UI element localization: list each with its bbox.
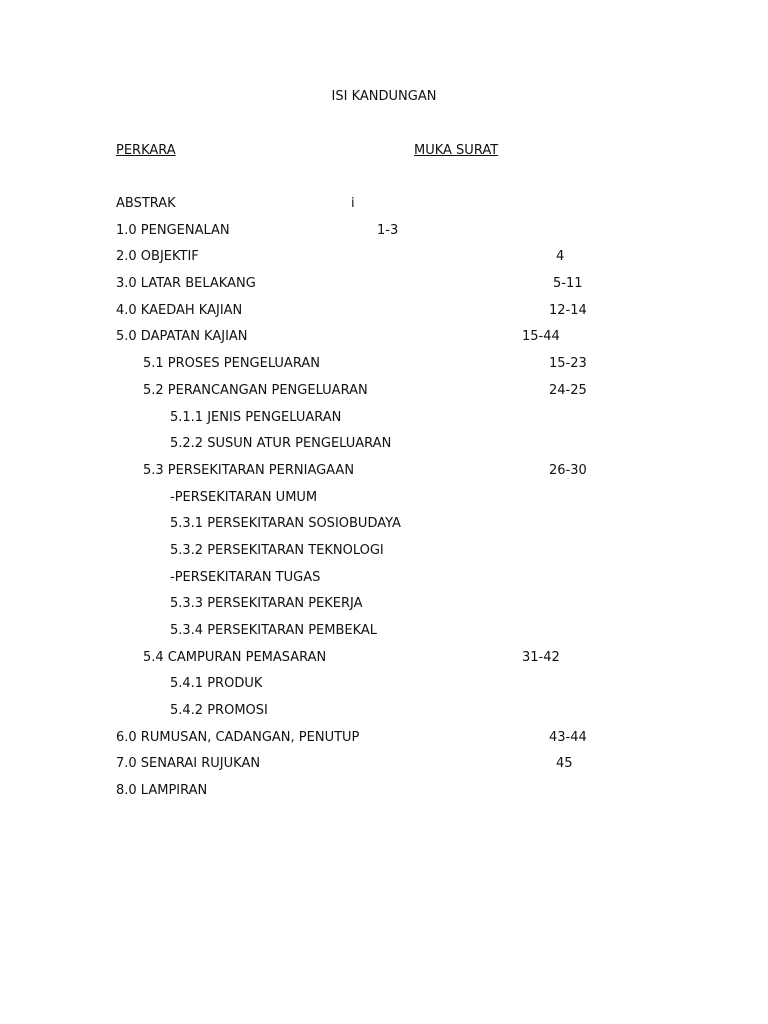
toc-label: 5.2.2 SUSUN ATUR PENGELUARAN bbox=[170, 436, 392, 452]
toc-page-number: 5-11 bbox=[553, 276, 583, 292]
toc-row bbox=[0, 783, 768, 810]
toc-row bbox=[0, 490, 768, 517]
toc-row bbox=[0, 623, 768, 650]
toc-row bbox=[0, 249, 768, 276]
toc-row bbox=[0, 383, 768, 410]
toc-label: 7.0 SENARAI RUJUKAN bbox=[116, 756, 261, 772]
toc-page-number: 43-44 bbox=[549, 729, 587, 745]
toc-label: 2.0 OBJEKTIF bbox=[116, 249, 199, 265]
toc-page-number: 4 bbox=[556, 249, 565, 265]
toc-page-number: 24-25 bbox=[549, 382, 587, 398]
toc-label: 5.3.1 PERSEKITARAN SOSIOBUDAYA bbox=[170, 516, 401, 532]
toc-row bbox=[0, 329, 768, 356]
toc-page-number: 31-42 bbox=[522, 649, 560, 665]
toc-row bbox=[0, 703, 768, 730]
column-header-muka-surat: MUKA SURAT bbox=[414, 143, 499, 158]
toc-label: 5.0 DAPATAN KAJIAN bbox=[116, 329, 248, 345]
column-header-perkara: PERKARA bbox=[116, 143, 176, 158]
toc-row bbox=[0, 223, 768, 250]
toc-label: 4.0 KAEDAH KAJIAN bbox=[116, 302, 243, 318]
toc-row bbox=[0, 570, 768, 597]
toc-row bbox=[0, 543, 768, 570]
toc-row bbox=[0, 303, 768, 330]
toc-page-number: 26-30 bbox=[549, 462, 587, 478]
toc-row bbox=[0, 650, 768, 677]
toc-label: ABSTRAK bbox=[116, 196, 176, 211]
toc-label: 5.3.2 PERSEKITARAN TEKNOLOGI bbox=[170, 542, 384, 558]
toc-row bbox=[0, 730, 768, 757]
toc-label: 1.0 PENGENALAN bbox=[116, 222, 230, 238]
toc-label: 6.0 RUMUSAN, CADANGAN, PENUTUP bbox=[116, 729, 360, 745]
toc-row bbox=[0, 436, 768, 463]
toc-page-number: 15-23 bbox=[549, 356, 587, 372]
toc-label: 5.4 CAMPURAN PEMASARAN bbox=[143, 649, 327, 665]
toc-label: 3.0 LATAR BELAKANG bbox=[116, 276, 256, 292]
page-title: ISI KANDUNGAN bbox=[331, 89, 437, 104]
toc-label: 5.4.1 PRODUK bbox=[170, 676, 263, 692]
toc-page-number: 12-14 bbox=[549, 302, 587, 318]
toc-page-number: i bbox=[351, 196, 355, 211]
toc-page-number: 45 bbox=[556, 756, 573, 772]
toc-row bbox=[0, 756, 768, 783]
toc-row bbox=[0, 516, 768, 543]
toc-row bbox=[0, 196, 768, 223]
table-of-contents bbox=[0, 196, 768, 810]
toc-row bbox=[0, 463, 768, 490]
toc-row bbox=[0, 276, 768, 303]
toc-label: 5.3.3 PERSEKITARAN PEKERJA bbox=[170, 596, 363, 612]
toc-label: 8.0 LAMPIRAN bbox=[116, 783, 208, 799]
toc-label: 5.3.4 PERSEKITARAN PEMBEKAL bbox=[170, 623, 378, 638]
toc-row bbox=[0, 596, 768, 623]
toc-row bbox=[0, 676, 768, 703]
toc-label: 5.4.2 PROMOSI bbox=[170, 703, 268, 719]
toc-page-number: 15-44 bbox=[522, 329, 560, 345]
toc-label: 5.1 PROSES PENGELUARAN bbox=[143, 356, 320, 372]
toc-page-number: 1-3 bbox=[377, 222, 399, 238]
toc-label: 5.3 PERSEKITARAN PERNIAGAAN bbox=[143, 462, 355, 478]
toc-row bbox=[0, 410, 768, 437]
toc-label: -PERSEKITARAN TUGAS bbox=[170, 569, 321, 585]
toc-label: -PERSEKITARAN UMUM bbox=[170, 489, 318, 505]
toc-row bbox=[0, 356, 768, 383]
toc-label: 5.1.1 JENIS PENGELUARAN bbox=[170, 409, 342, 425]
toc-label: 5.2 PERANCANGAN PENGELUARAN bbox=[143, 382, 368, 398]
